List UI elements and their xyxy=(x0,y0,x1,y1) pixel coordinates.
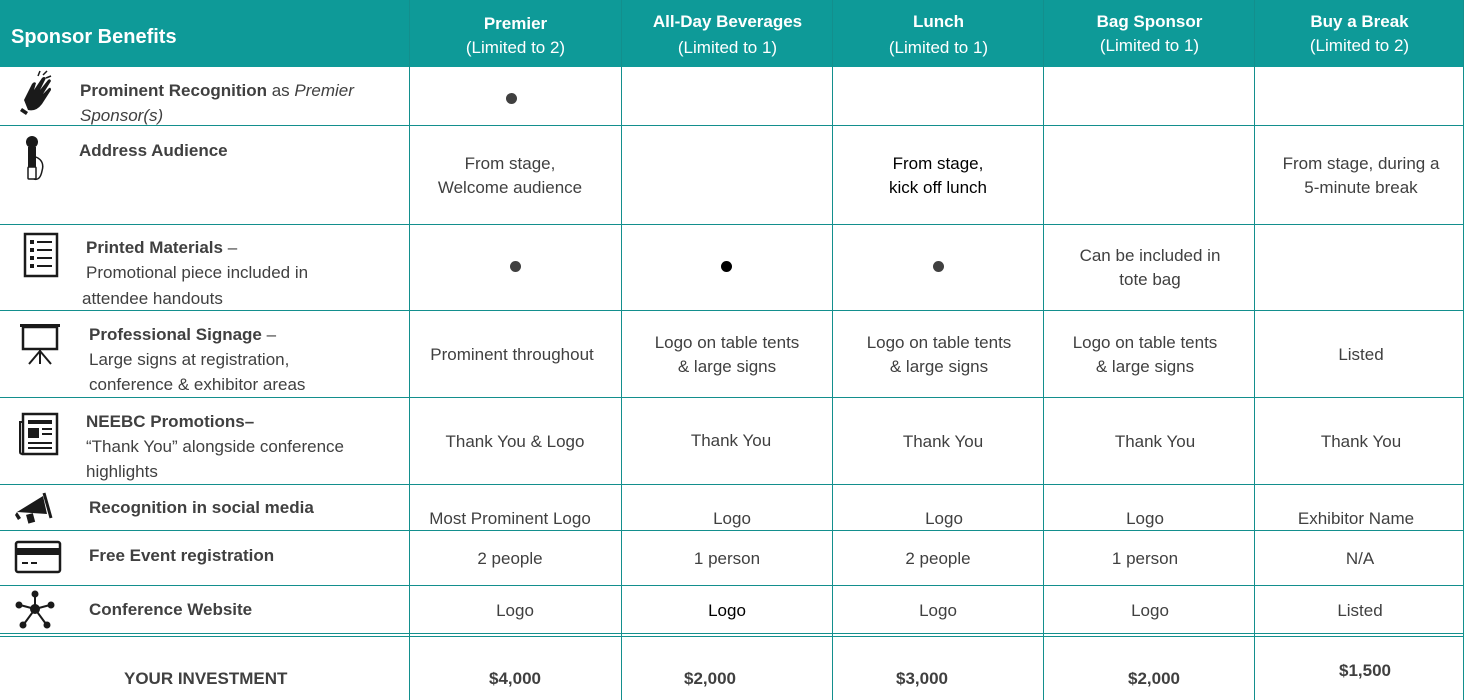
included-bullet xyxy=(933,261,944,272)
grid-line xyxy=(0,224,1464,225)
investment-value: $4,000 xyxy=(489,669,541,688)
benefit-label: Address Audience xyxy=(79,141,228,160)
investment-value: $2,000 xyxy=(1128,669,1180,688)
benefit-label: Professional Signage – Large signs at registration, conference & exhibitor areas xyxy=(89,325,306,394)
column-limit: (Limited to 1) xyxy=(1099,36,1200,55)
benefit-label: Conference Website xyxy=(89,600,253,619)
table-title: Sponsor Benefits xyxy=(11,26,177,48)
column-header-bag-sponsor xyxy=(1044,10,1255,58)
grid-line xyxy=(0,636,1464,637)
benefit-cell: Logo xyxy=(919,601,957,620)
network-icon xyxy=(15,590,55,630)
included-bullet xyxy=(510,261,521,272)
column-limit: (Limited to 2) xyxy=(465,38,566,57)
benefit-cell: Prominent throughout xyxy=(430,345,594,364)
benefit-cell: Thank You xyxy=(1114,432,1196,451)
benefit-cell: N/A xyxy=(1345,549,1375,568)
benefit-cell: Logo on table tents & large signs xyxy=(654,333,800,376)
benefit-label: Recognition in social media xyxy=(89,498,314,517)
benefit-cell: Logo xyxy=(1131,601,1169,620)
benefit-label: Prominent Recognition as Premier Sponsor(s) xyxy=(80,81,354,125)
column-limit: (Limited to 2) xyxy=(1309,36,1410,55)
grid-line xyxy=(0,484,1464,485)
printed-list-icon xyxy=(23,232,61,278)
grid-line xyxy=(621,0,622,700)
column-limit: (Limited to 1) xyxy=(677,38,778,57)
grid-line xyxy=(0,585,1464,586)
benefit-cell: Can be included in tote bag xyxy=(1079,246,1221,289)
benefit-label: Printed Materials – Promotional piece included in xyxy=(86,238,309,282)
column-name: Lunch xyxy=(913,12,964,31)
benefit-cell: From stage, during a 5-minute break xyxy=(1282,154,1440,197)
included-bullet xyxy=(506,93,517,104)
included-bullet xyxy=(721,261,732,272)
benefit-cell: Most Prominent Logo xyxy=(429,509,591,528)
benefit-cell: From stage, Welcome audience xyxy=(437,154,583,197)
benefit-cell: 1 person xyxy=(1111,549,1179,568)
benefit-cell: From stage, kick off lunch xyxy=(889,154,987,197)
benefit-cell: Logo xyxy=(713,509,751,528)
benefit-cell: Thank You xyxy=(690,431,772,450)
benefit-cell: Logo xyxy=(496,601,534,620)
investment-value: $3,000 xyxy=(896,669,948,688)
column-header-premier xyxy=(410,12,621,60)
grid-line xyxy=(1254,0,1255,700)
column-name: All-Day Beverages xyxy=(652,12,803,31)
benefit-cell: Thank You xyxy=(902,432,984,451)
credit-card-icon xyxy=(14,540,62,574)
benefit-cell: Exhibitor Name xyxy=(1297,509,1415,528)
column-name: Premier xyxy=(483,14,548,33)
clapping-hands-icon xyxy=(18,70,56,116)
benefit-label-continued: attendee handouts xyxy=(82,289,223,308)
benefit-cell: 1 person xyxy=(693,549,761,568)
benefit-cell: Logo on table tents & large signs xyxy=(1072,333,1218,376)
benefit-cell: Thank You & Logo xyxy=(445,432,585,451)
benefit-cell: Thank You xyxy=(1320,432,1402,451)
investment-value: $2,000 xyxy=(684,669,736,688)
grid-line xyxy=(832,0,833,700)
presentation-easel-icon xyxy=(19,322,61,366)
benefit-cell: Logo xyxy=(925,509,963,528)
grid-line xyxy=(0,633,1464,634)
grid-line xyxy=(409,0,410,700)
investment-label: YOUR INVESTMENT xyxy=(124,669,288,688)
column-name: Bag Sponsor xyxy=(1096,12,1203,31)
benefit-cell: Listed xyxy=(1337,601,1383,620)
benefit-cell: 2 people xyxy=(905,549,971,568)
benefit-label: Free Event registration xyxy=(89,546,275,565)
column-name: Buy a Break xyxy=(1310,12,1409,31)
column-header-lunch xyxy=(833,10,1044,60)
grid-line xyxy=(1043,0,1044,700)
benefit-cell: 2 people xyxy=(477,549,543,568)
microphone-icon xyxy=(22,135,48,183)
benefit-cell: Logo xyxy=(708,601,746,620)
benefit-cell: Logo xyxy=(1126,509,1164,528)
benefit-label: NEEBC Promotions– “Thank You” alongside conference highlights xyxy=(86,412,345,481)
benefit-cell: Logo on table tents & large signs xyxy=(866,333,1012,376)
column-limit: (Limited to 1) xyxy=(888,38,989,57)
column-header-all-day-beverages xyxy=(622,10,833,60)
megaphone-icon xyxy=(13,490,55,526)
column-header-buy-a-break xyxy=(1255,10,1464,58)
newspaper-icon xyxy=(19,412,61,456)
benefit-cell: Listed xyxy=(1338,345,1384,364)
grid-line xyxy=(0,397,1464,398)
investment-value: $1,500 xyxy=(1339,661,1391,680)
